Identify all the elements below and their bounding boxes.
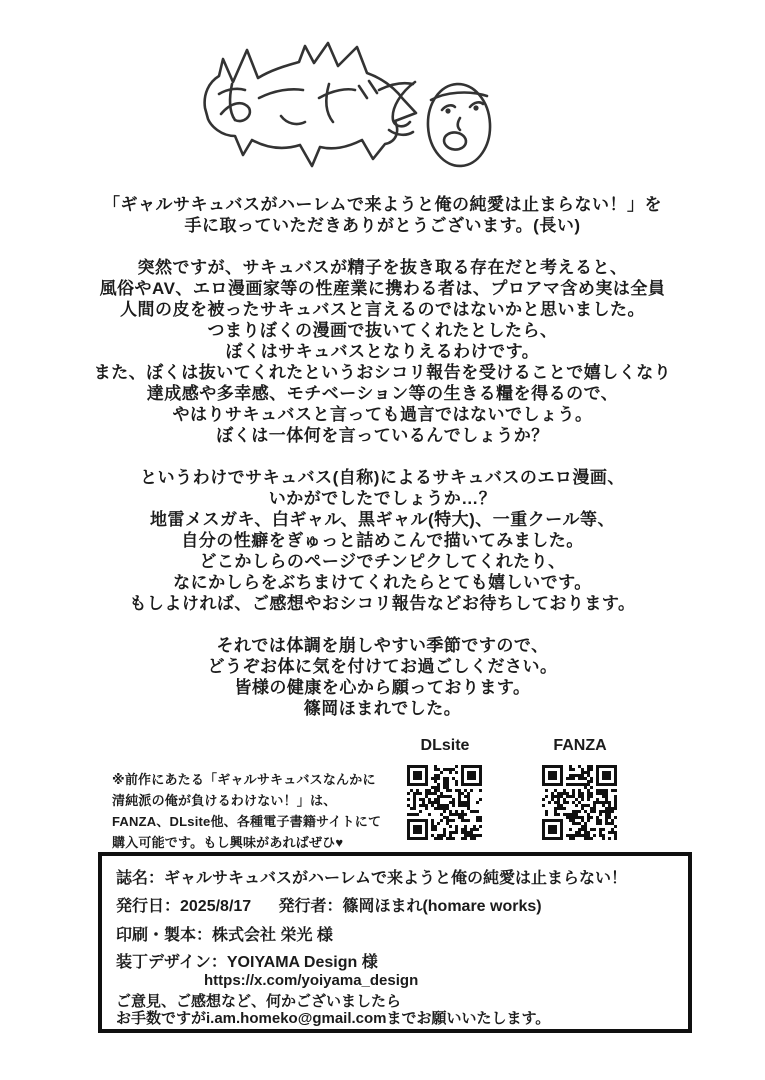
afterword-line xyxy=(0,446,765,467)
afterword-line: それでは体調を崩しやすい季節ですので、 xyxy=(216,636,549,655)
colophon-contact-line1: ご意見、ご感想など、何かございましたら xyxy=(116,993,402,1010)
colophon-contact-line2: お手数ですがi.am.homeko@gmail.comまでお願いいたします。 xyxy=(116,1010,551,1027)
colophon-issue-publisher xyxy=(116,898,542,916)
afterword-line xyxy=(0,614,765,635)
colophon-title: 誌名：ギャルサキュバスがハーレムで来ようと俺の純愛は止まらない！ xyxy=(116,870,628,887)
colophon-printing: 印刷・製本：株式会社 栄光 様 xyxy=(116,927,333,944)
dlsite-label: DLsite xyxy=(420,737,470,754)
atogaki-doodle xyxy=(183,26,505,174)
afterword-line: ぼくは一体何を言っているんでしょうか？ xyxy=(216,426,549,445)
afterword-line: 手に取っていただきありがとうございます。(長い) xyxy=(184,216,581,235)
left-pupil xyxy=(445,108,450,113)
colophon-box xyxy=(98,852,692,1033)
afterword-line: 自分の性癖をぎゅっと詰めこんで描いてみました。 xyxy=(181,531,584,550)
afterword-line: 篠岡ほまれでした。 xyxy=(303,699,462,718)
fanza-label: FANZA xyxy=(553,737,607,754)
afterword-body xyxy=(0,194,765,719)
dlsite-qr-code xyxy=(407,765,485,843)
colophon-design-url: https://x.com/yoiyama_design xyxy=(204,972,419,989)
afterword-line: どうぞお体に気を付けてお過ごしください。 xyxy=(207,657,558,676)
colophon-publisher: 発行者：篠岡ほまれ(homare works) xyxy=(278,898,542,915)
afterword-line: 風俗やAV、エロ漫画家等の性産業に携わる者は、プロアマ含め実は全員 xyxy=(99,279,666,298)
note-line: ※前作にあたる「ギャルサキュバスなんかに xyxy=(112,772,376,787)
afterword-line: もしよければ、ご感想やおシコリ報告などお待ちしております。 xyxy=(129,594,636,613)
note-line: 清純派の俺が負けるわけない！」は、 xyxy=(112,793,337,808)
handwritten-atogaki-text xyxy=(219,81,415,135)
afterword-line: 突然ですが、サキュバスが精子を抜き取る存在だと考えると、 xyxy=(137,258,628,277)
doodle-face xyxy=(426,82,492,167)
afterword-line: 「ギャルサキュバスがハーレムで来ようと俺の純愛は止まらない！」を xyxy=(103,195,662,214)
afterword-line: やはりサキュバスと言っても過言ではないでしょう。 xyxy=(172,405,593,424)
right-pupil xyxy=(473,105,478,110)
afterword-line: 皆様の健康を心から願っております。 xyxy=(234,678,531,697)
afterword-line: いかがでしたでしょうか…？ xyxy=(268,489,497,508)
afterword-line xyxy=(0,236,765,257)
afterword-line: ぼくはサキュバスとなりえるわけです。 xyxy=(225,342,540,361)
afterword-line: というわけでサキュバス(自称)によるサキュバスのエロ漫画、 xyxy=(140,468,625,487)
afterword-line: 達成感や多幸感、モチベーション等の生きる糧を得るので、 xyxy=(146,384,619,403)
note-line: FANZA、DLsite他、各種電子書籍サイトにて xyxy=(112,814,382,829)
colophon-design: 装丁デザイン：YOIYAMA Design 様 xyxy=(116,954,378,971)
afterword-line: また、ぼくは抜いてくれたというおシコリ報告を受けることで嬉しくなり xyxy=(93,363,672,382)
afterword-line: つまりぼくの漫画で抜いてくれたとしたら、 xyxy=(207,321,558,340)
colophon-issue-date: 発行日：2025/8/17 xyxy=(116,898,252,915)
afterword-line: なにかしらをぶちまけてくれたらとても嬉しいです。 xyxy=(173,573,592,592)
afterword-line: 人間の皮を被ったサキュバスと言えるのではないかと思いました。 xyxy=(120,300,645,319)
afterword-line: どこかしらのページでチンピクしてくれたり、 xyxy=(199,552,566,571)
fanza-qr-code xyxy=(542,765,622,845)
mouth xyxy=(443,131,467,151)
nose xyxy=(458,118,460,130)
note-line: 購入可能です。もし興味があればぜひ♥ xyxy=(112,835,344,850)
afterword-line: 地雷メスガキ、白ギャル、黒ギャル(特大)、一重クール等、 xyxy=(150,510,615,529)
previous-work-note xyxy=(112,769,414,853)
